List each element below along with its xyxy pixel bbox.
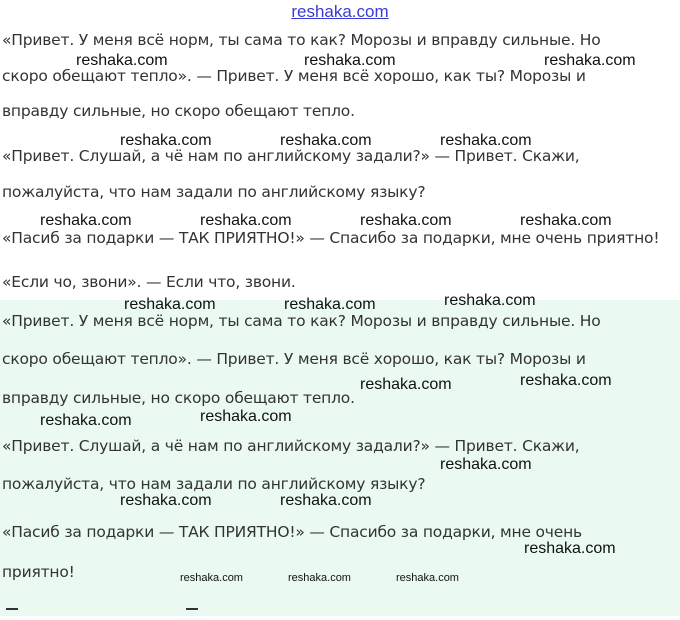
watermark: reshaka.com: [200, 408, 292, 425]
watermark: reshaka.com: [288, 572, 351, 584]
watermark: reshaka.com: [304, 52, 396, 69]
watermark: reshaka.com: [40, 412, 132, 429]
text-line: «Привет. Слушай, а чё нам по английскому задали?» — Привет. Скажи,: [2, 147, 580, 165]
text-line: приятно!: [2, 563, 75, 581]
watermark: reshaka.com: [360, 212, 452, 229]
watermark: reshaka.com: [396, 572, 459, 584]
text-line: «Если чо, звони». — Если что, звони.: [2, 273, 296, 291]
text-line: пожалуйста, что нам задали по английскому языку?: [2, 183, 426, 201]
watermark: reshaka.com: [284, 296, 376, 313]
watermark: reshaka.com: [524, 540, 616, 557]
watermark: reshaka.com: [440, 132, 532, 149]
watermark: reshaka.com: [544, 52, 636, 69]
watermark: reshaka.com: [180, 572, 243, 584]
text-line: скоро обещают тепло». — Привет. У меня всё хорошо, как ты? Морозы и: [2, 67, 586, 85]
cropped-text-fragment: [186, 608, 198, 620]
watermark: reshaka.com: [76, 52, 168, 69]
watermark: reshaka.com: [200, 212, 292, 229]
watermark: reshaka.com: [120, 132, 212, 149]
text-line: «Привет. У меня всё норм, ты сама то как? Морозы и вправду сильные. Но: [2, 312, 601, 330]
watermark: reshaka.com: [520, 372, 612, 389]
text-line: «Привет. Слушай, а чё нам по английскому задали?» — Привет. Скажи,: [2, 437, 580, 455]
text-line: скоро обещают тепло». — Привет. У меня всё хорошо, как ты? Морозы и: [2, 350, 586, 368]
watermark: reshaka.com: [120, 492, 212, 509]
text-line: вправду сильные, но скоро обещают тепло.: [2, 102, 355, 120]
watermark: reshaka.com: [440, 456, 532, 473]
watermark: reshaka.com: [40, 212, 132, 229]
watermark: reshaka.com: [280, 132, 372, 149]
cropped-text-fragment: [6, 608, 18, 620]
site-link[interactable]: reshaka.com: [291, 2, 389, 21]
watermark: reshaka.com: [444, 292, 536, 309]
text-line: «Привет. У меня всё норм, ты сама то как? Морозы и вправду сильные. Но: [2, 31, 601, 49]
watermark: reshaka.com: [124, 296, 216, 313]
text-line: пожалуйста, что нам задали по английскому языку?: [2, 475, 426, 493]
watermark: reshaka.com: [360, 376, 452, 393]
section-answer-highlight: [0, 300, 680, 616]
watermark: reshaka.com: [280, 492, 372, 509]
text-line: вправду сильные, но скоро обещают тепло.: [2, 389, 355, 407]
watermark: reshaka.com: [520, 212, 612, 229]
text-line: «Пасиб за подарки — ТАК ПРИЯТНО!» — Спасибо за подарки, мне очень приятно!: [2, 229, 660, 247]
text-line: «Пасиб за подарки — ТАК ПРИЯТНО!» — Спасибо за подарки, мне очень: [2, 523, 582, 541]
